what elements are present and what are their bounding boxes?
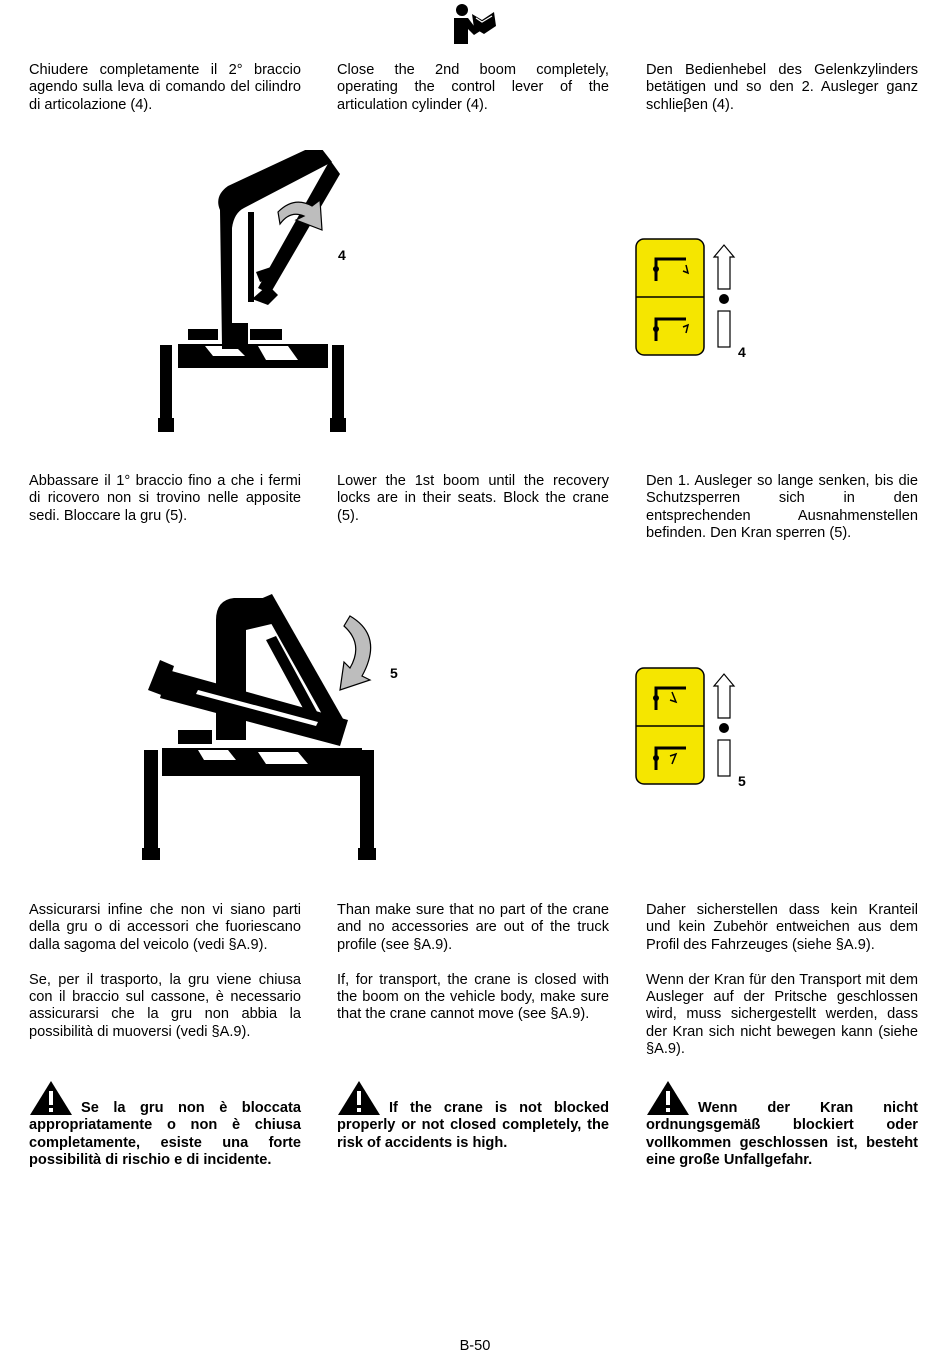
step4-text-en: Close the 2nd boom completely, operating the control lever of the articulation cylinder (4). — [337, 62, 609, 113]
crane-lower-figure — [138, 580, 388, 865]
lever-label-4: 4 — [738, 344, 746, 360]
step4-text-de: Den Bedienhebel des Gelenkzylinders betätigen und so den 2. Ausleger ganz schlieβen (4). — [646, 62, 918, 113]
crane-fold-figure — [150, 150, 360, 435]
warning-triangle-icon — [646, 1080, 690, 1116]
control-lever-panel-5 — [634, 666, 742, 790]
step5-text-it: Abbassare il 1° braccio fino a che i fermi di ricovero non si trovino nelle apposite sedi. Bloccare la gru (5). — [29, 473, 301, 524]
figure-label-5: 5 — [390, 665, 398, 681]
transport-text-it: Assicurarsi infine che non vi siano parti della gru o di accessori che fuoriescano dalla sagoma del veicolo (vedi §A.9). Se, per il trasporto, la gru viene chiusa con il braccio sul cassone, è necessario assicurarsi che la gru non abbia la possibilità di muoversi (vedi §A.9). — [29, 902, 301, 1040]
warning-en: If the crane is not blocked properly or not closed completely, the risk of accidents is high. — [337, 1080, 609, 1152]
warning-triangle-icon — [29, 1080, 73, 1116]
control-lever-panel-4 — [634, 237, 742, 361]
warning-triangle-icon — [337, 1080, 381, 1116]
transport-text-en: Than make sure that no part of the crane and no accessories are out of the truck profile (see §A.9). If, for transport, the crane is closed with the boom on the vehicle body, make sure that the crane cannot move (see §A.9). — [337, 902, 609, 1023]
lever-label-5: 5 — [738, 773, 746, 789]
figure-label-4: 4 — [338, 247, 346, 263]
transport-text-de: Daher sicherstellen dass kein Kranteil und kein Zubehör entweichen aus dem Profil des Fahrzeuges (siehe §A.9). Wenn der Kran für den Transport mit dem Ausleger auf der Pritsche geschlossen wird, muss sichergestellt werden, dass der Kran sich nicht bewegen kann (siehe §A.9). — [646, 902, 918, 1058]
step5-text-de: Den 1. Ausleger so lange senken, bis die Schutzsperren sich in den entsprechenden Ausnahmenstellen befinden. Den Kran sperren (5). — [646, 473, 918, 542]
read-manual-icon — [450, 2, 498, 44]
page-number: B-50 — [459, 1338, 491, 1354]
step5-text-en: Lower the 1st boom until the recovery locks are in their seats. Block the crane (5). — [337, 473, 609, 524]
warning-it: Se la gru non è bloccata appropriatamente o non è chiusa completamente, esiste una forte possibilità di rischio e di incidente. — [29, 1080, 301, 1170]
step4-text-it: Chiudere completamente il 2° braccio agendo sulla leva di comando del cilindro di articolazione (4). — [29, 62, 301, 113]
warning-de: Wenn der Kran nicht ordnungsgemäß blockiert oder vollkommen geschlossen ist, besteht eine große Unfallgefahr. — [646, 1080, 918, 1170]
